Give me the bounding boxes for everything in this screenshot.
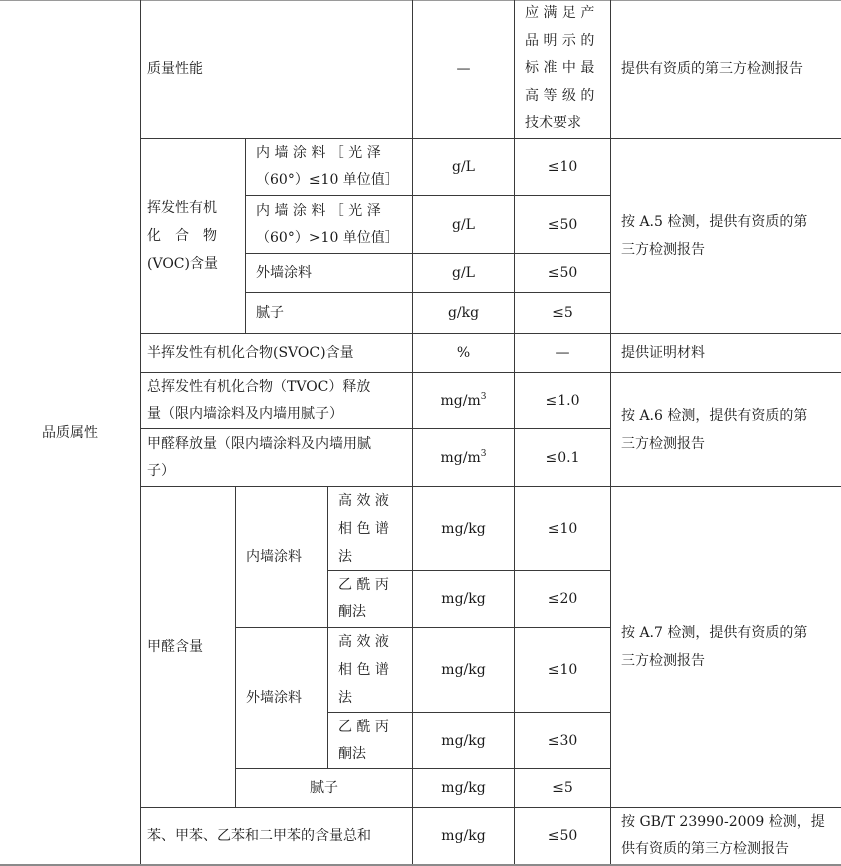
voc-limit-cell bbox=[514, 292, 610, 333]
exterior-coating-cell bbox=[235, 627, 327, 768]
method-name-line: 高 效 液 bbox=[338, 634, 389, 650]
formaldehyde-content-item-label: 甲醛含量 bbox=[147, 639, 203, 655]
quality-limit-cell bbox=[514, 0, 610, 138]
fc-limit: ≤20 bbox=[547, 591, 578, 607]
quality-item-label: 质量性能 bbox=[147, 61, 203, 77]
fc-limit-cell bbox=[514, 627, 610, 712]
voc-unit-cell bbox=[412, 195, 514, 253]
fc-limit: ≤5 bbox=[552, 780, 573, 796]
voc-method-cell bbox=[610, 138, 841, 333]
benzene-method-line: 供有资质的第三方检测报告 bbox=[621, 841, 789, 857]
putty-label: 腻子 bbox=[310, 780, 338, 796]
voc-unit-cell bbox=[412, 138, 514, 195]
voc-method-line: 按 A.5 检测，提供有资质的第 bbox=[621, 214, 808, 230]
voc-sub-line: （60°）≤10 单位值］ bbox=[256, 172, 399, 188]
voc-sub-cell bbox=[245, 195, 412, 253]
fc-unit: mg/kg bbox=[441, 780, 486, 796]
quality-limit-line: 高 等 级 的 bbox=[525, 87, 595, 104]
fc-method-line: 三方检测报告 bbox=[621, 653, 705, 669]
formaldehyde-release-limit: ≤0.1 bbox=[545, 449, 580, 466]
quality-unit-cell bbox=[412, 0, 514, 138]
quality-item-cell bbox=[140, 0, 412, 138]
release-method-cell bbox=[610, 372, 841, 486]
quality-limit-line: 标 准 中 最 bbox=[525, 60, 595, 77]
fc-limit-cell bbox=[514, 486, 610, 570]
svoc-item-cell bbox=[140, 333, 412, 372]
tvoc-limit-cell bbox=[514, 372, 610, 428]
voc-limit-cell bbox=[514, 138, 610, 195]
benzene-item-cell bbox=[140, 807, 412, 864]
fc-limit: ≤10 bbox=[547, 662, 578, 678]
voc-item-cell bbox=[140, 138, 245, 333]
benzene-limit-cell bbox=[514, 807, 610, 864]
quality-limit-line: 品 明 示 的 bbox=[525, 32, 595, 49]
benzene-unit: mg/kg bbox=[441, 828, 486, 844]
tvoc-item-cell bbox=[140, 372, 412, 428]
voc-item-line: 挥发性有机 bbox=[147, 200, 217, 216]
voc-sub-line: （60°）>10 单位值］ bbox=[256, 229, 399, 246]
fc-limit: ≤30 bbox=[547, 732, 578, 749]
voc-limit-cell bbox=[514, 253, 610, 292]
voc-unit: g/L bbox=[452, 159, 475, 175]
category-label: 品质属性 bbox=[42, 425, 98, 441]
fc-unit: mg/kg bbox=[441, 591, 486, 607]
method-name-cell bbox=[327, 486, 412, 570]
category-cell bbox=[0, 0, 140, 866]
voc-sub-line: 内 墙 涂 料 ［ 光 泽 bbox=[256, 145, 381, 161]
formaldehyde-release-item-cell bbox=[140, 428, 412, 486]
interior-coating-label: 内墙涂料 bbox=[246, 549, 302, 565]
voc-unit: g/L bbox=[452, 265, 475, 281]
voc-unit-cell bbox=[412, 253, 514, 292]
formaldehyde-release-limit-cell bbox=[514, 428, 610, 486]
voc-limit: ≤10 bbox=[547, 159, 578, 175]
method-name-cell bbox=[327, 570, 412, 627]
voc-sub-line: 内 墙 涂 料 ［ 光 泽 bbox=[256, 202, 381, 219]
putty-cell bbox=[235, 768, 412, 807]
method-name-line: 法 bbox=[338, 548, 352, 565]
formaldehyde-content-method-cell bbox=[610, 486, 841, 807]
method-name-line: 相 色 谱 bbox=[338, 662, 389, 678]
interior-coating-cell bbox=[235, 486, 327, 627]
voc-sub-cell bbox=[245, 138, 412, 195]
tvoc-limit: ≤1.0 bbox=[545, 392, 580, 409]
release-method-line: 三方检测报告 bbox=[621, 435, 705, 452]
method-name-line: 乙 酰 丙 bbox=[338, 718, 389, 735]
benzene-method-line: 按 GB/T 23990-2009 检测，提 bbox=[621, 814, 825, 830]
method-name-line: 高 效 液 bbox=[338, 492, 389, 509]
voc-limit: ≤5 bbox=[552, 305, 573, 321]
release-method-line: 按 A.6 检测，提供有资质的第 bbox=[621, 407, 808, 424]
quality-method: 提供有资质的第三方检测报告 bbox=[621, 61, 803, 77]
fc-limit: ≤10 bbox=[547, 520, 578, 537]
formaldehyde-release-item-line: 甲醛释放量（限内墙涂料及内墙用腻 bbox=[147, 435, 371, 452]
fc-unit-cell bbox=[412, 627, 514, 712]
method-name-line: 乙 酰 丙 bbox=[338, 577, 389, 593]
method-name-cell bbox=[327, 712, 412, 768]
fc-unit-cell bbox=[412, 712, 514, 768]
voc-unit: g/kg bbox=[447, 305, 480, 321]
svoc-unit: % bbox=[456, 345, 471, 361]
tvoc-item-line: 量（限内墙涂料及内墙用腻子） bbox=[147, 405, 343, 422]
fc-unit-cell bbox=[412, 570, 514, 627]
formaldehyde-release-unit-cell bbox=[412, 428, 514, 486]
tvoc-unit-cell bbox=[412, 372, 514, 428]
fc-limit-cell bbox=[514, 712, 610, 768]
voc-unit: g/L bbox=[452, 216, 475, 233]
exterior-coating-label: 外墙涂料 bbox=[246, 690, 302, 706]
quality-unit: — bbox=[456, 61, 471, 77]
tvoc-unit: $mg/m^3$ bbox=[440, 391, 487, 409]
formaldehyde-release-item-line: 子） bbox=[147, 462, 175, 479]
method-name-line: 酮法 bbox=[338, 745, 366, 762]
method-name-cell bbox=[327, 627, 412, 712]
voc-limit-cell bbox=[514, 195, 610, 253]
fc-unit: mg/kg bbox=[441, 520, 486, 537]
fc-unit: mg/kg bbox=[441, 662, 486, 678]
fc-unit: mg/kg bbox=[441, 732, 486, 749]
voc-item-line: (VOC)含量 bbox=[147, 256, 218, 272]
formaldehyde-content-item-cell bbox=[140, 486, 235, 807]
voc-limit: ≤50 bbox=[547, 265, 578, 281]
quality-limit-line: 技术要求 bbox=[525, 115, 581, 132]
voc-unit-cell bbox=[412, 292, 514, 333]
quality-limit-line: 应 满 足 产 bbox=[525, 5, 595, 22]
svoc-limit: — bbox=[555, 345, 570, 361]
voc-item-line: 化 合 物 bbox=[147, 228, 217, 244]
voc-method-line: 三方检测报告 bbox=[621, 242, 705, 258]
svoc-item-label: 半挥发性有机化合物(SVOC)含量 bbox=[147, 345, 354, 361]
benzene-item-label: 苯、甲苯、乙苯和二甲苯的含量总和 bbox=[147, 828, 371, 844]
quality-method-cell bbox=[610, 0, 841, 138]
fc-limit-cell bbox=[514, 570, 610, 627]
method-name-line: 酮法 bbox=[338, 604, 366, 620]
fc-unit-cell bbox=[412, 486, 514, 570]
benzene-limit: ≤50 bbox=[547, 828, 578, 844]
svoc-limit-cell bbox=[514, 333, 610, 372]
method-name-line: 法 bbox=[338, 690, 352, 706]
fc-limit-cell bbox=[514, 768, 610, 807]
method-name-line: 相 色 谱 bbox=[338, 520, 389, 537]
fc-unit-cell bbox=[412, 768, 514, 807]
svoc-method: 提供证明材料 bbox=[621, 345, 705, 361]
benzene-unit-cell bbox=[412, 807, 514, 864]
tvoc-item-line: 总挥发性有机化合物（TVOC）释放 bbox=[147, 378, 371, 395]
voc-sub-cell bbox=[245, 253, 412, 292]
voc-sub-label: 外墙涂料 bbox=[256, 265, 312, 281]
voc-sub-label: 腻子 bbox=[256, 305, 284, 321]
svoc-method-cell bbox=[610, 333, 841, 372]
fc-method-line: 按 A.7 检测，提供有资质的第 bbox=[621, 625, 808, 641]
svoc-unit-cell bbox=[412, 333, 514, 372]
voc-sub-cell bbox=[245, 292, 412, 333]
benzene-method-cell bbox=[610, 807, 841, 864]
formaldehyde-release-unit: $mg/m^3$ bbox=[440, 448, 487, 466]
voc-limit: ≤50 bbox=[547, 216, 578, 233]
